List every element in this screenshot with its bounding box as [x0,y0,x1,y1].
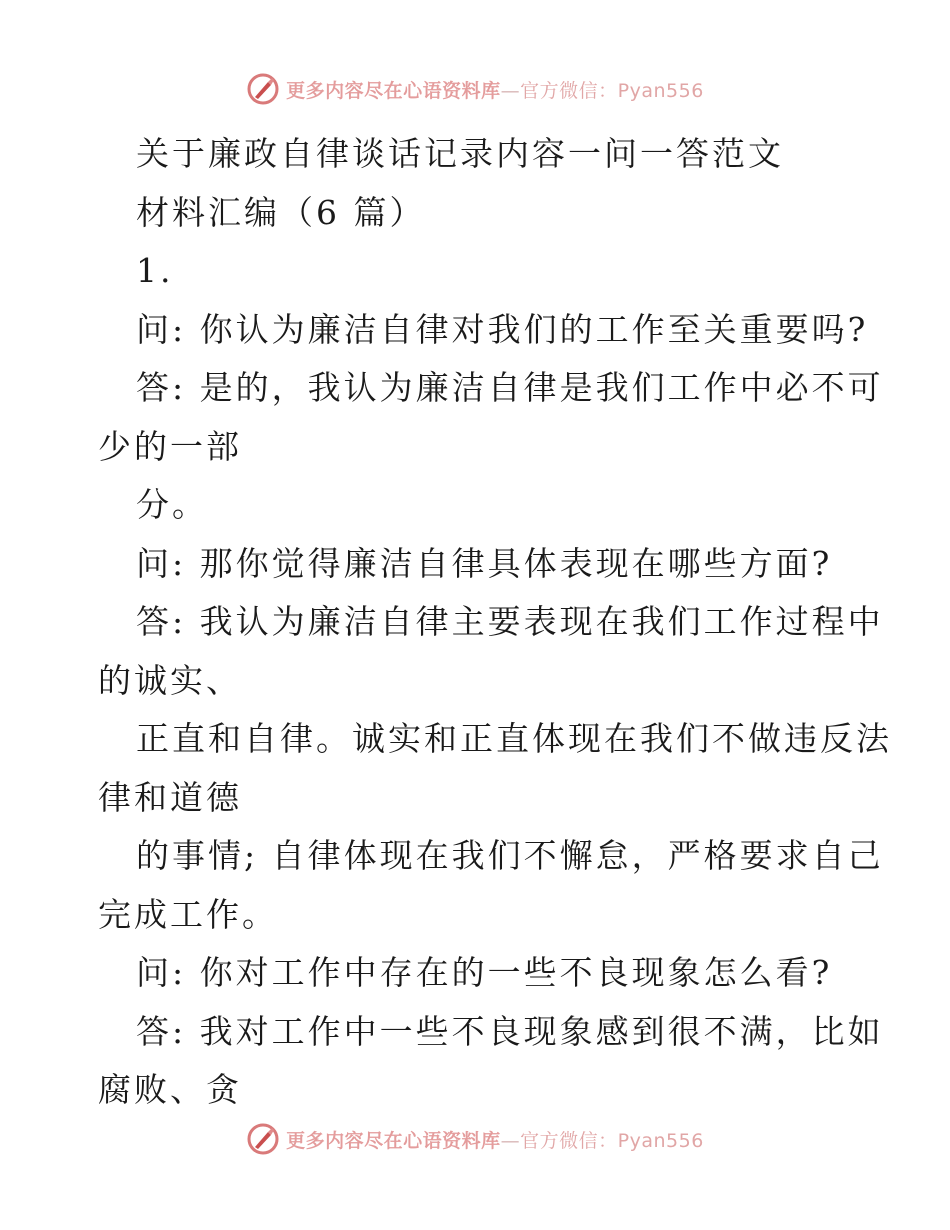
text-line: 少的一部 [98,426,242,466]
text-line: 完成工作。 [98,894,278,934]
watermark-site: 更多内容尽在心语资料库 [286,1129,501,1152]
text-line: 律和道德 [98,777,242,817]
watermark-text [286,1126,704,1153]
text-line: 正直和自律。诚实和正直体现在我们不做违反法 [136,719,892,758]
text-line: 问: 你认为廉洁自律对我们的工作至关重要吗? [136,309,869,349]
text-line: 答: 我对工作中一些不良现象感到很不满，比如 [136,1011,884,1051]
text-line: 分。 [136,485,208,524]
header-watermark [0,72,950,106]
text-line: 的诚实、 [98,660,242,700]
text-line: 问: 你对工作中存在的一些不良现象怎么看? [136,953,833,992]
text-line: 问: 那你觉得廉洁自律具体表现在哪些方面? [136,543,833,583]
watermark-text [286,76,704,103]
pen-nib-logo-icon [246,1122,280,1156]
watermark-dash: — [500,79,521,102]
footer-watermark [0,1122,950,1156]
document-title-line: 关于廉政自律谈话记录内容一问一答范文 [136,134,784,173]
text-line: 1. [136,251,174,290]
watermark-wechat: 官方微信：Pyan556 [520,79,704,102]
watermark-wechat: 官方微信：Pyan556 [520,1129,704,1152]
watermark-site: 更多内容尽在心语资料库 [286,79,501,102]
pen-nib-logo-icon [246,72,280,106]
text-line: 的事情; 自律体现在我们不懈怠，严格要求自己 [136,836,884,875]
document-body [98,125,892,1120]
text-line: 腐败、贪 [98,1070,242,1109]
watermark-dash: — [500,1129,521,1152]
document-title-line: 材料汇编（6 篇） [136,192,426,232]
text-line: 答: 我认为廉洁自律主要表现在我们工作过程中 [136,602,884,641]
text-line: 答: 是的，我认为廉洁自律是我们工作中必不可 [136,368,884,407]
